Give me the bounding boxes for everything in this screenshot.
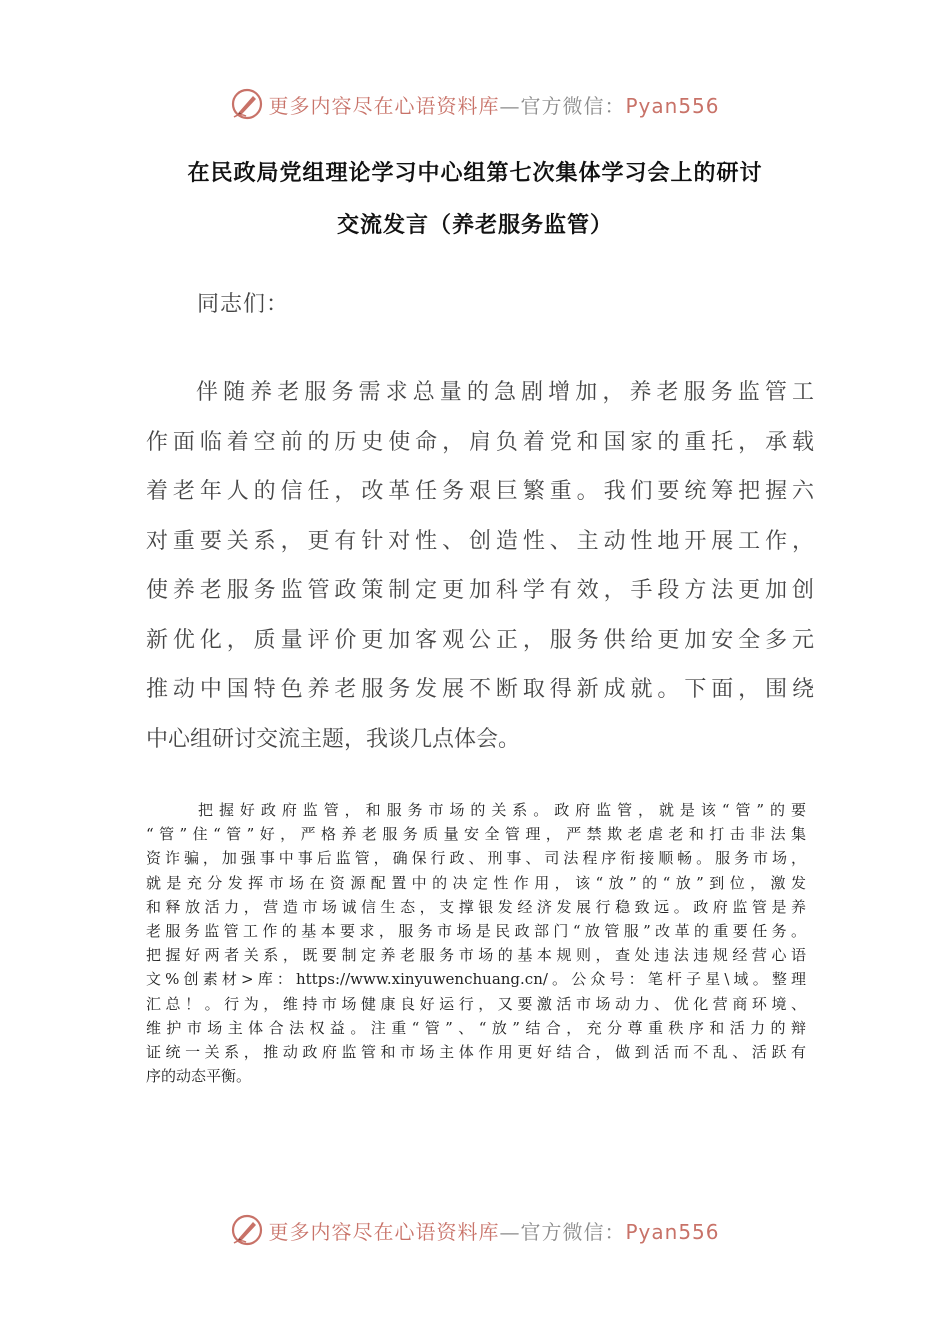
title-line-2: 交流发言（养老服务监管） [336, 213, 613, 238]
main-line: 着老年人的信任，改革任务艰巨繁重。我们要统筹把握六 [146, 479, 814, 504]
body-line: 序的动态平衡。 [146, 1067, 252, 1086]
header-banner [0, 84, 950, 124]
body-line: 汇总！。行为，维持市场健康良好运行，又要激活市场动力、优化营商环境、 [146, 994, 806, 1013]
body-line: 老服务监管工作的基本要求，服务市场是民政部门“放管服”改革的重要任务。 [146, 922, 806, 941]
footer-banner [0, 1210, 950, 1250]
title-line-1: 在民政局党组理论学习中心组第七次集体学习会上的研讨 [187, 161, 763, 186]
banner-site-name: 更多内容尽在心语资料库 [268, 93, 500, 118]
main-line: 对重要关系，更有针对性、创造性、主动性地开展工作， [146, 528, 814, 554]
body-line: 把握好政府监管，和服务市场的关系。政府监管，就是该“管”的要 [198, 801, 806, 819]
body-line: 资诈骗，加强事中事后监管，确保行政、刑事、司法程序衔接顺畅。服务市场， [146, 849, 806, 868]
main-line: 伴随养老服务需求总量的急剧增加，养老服务监管工 [196, 380, 814, 405]
main-line: 中心组研讨交流主题，我谈几点体会。 [146, 726, 521, 752]
banner-site-name: 更多内容尽在心语资料库 [268, 1219, 500, 1244]
pen-logo-icon [230, 87, 264, 121]
body-line: 把握好两者关系，既要制定养老服务市场的基本规则，查处违法违规经营心语 [146, 946, 806, 965]
banner-content [230, 87, 719, 121]
body-line: 证统一关系，推动政府监管和市场主体作用更好结合，做到活而不乱、活跃有 [146, 1043, 806, 1062]
banner-content [230, 1213, 719, 1247]
banner-dash: — [499, 1219, 521, 1244]
banner-dash: — [499, 93, 521, 118]
document-title [120, 148, 830, 252]
main-line: 新优化，质量评价更加客观公正，服务供给更加安全多元 [146, 627, 814, 653]
body-line: 和释放活力，营造市场诚信生态，支撑银发经济发展行稳致远。政府监管是养 [146, 897, 806, 916]
main-line: 使养老服务监管政策制定更加科学有效，手段方法更加创 [146, 578, 814, 603]
body-line: “管”住“管”好，严格养老服务质量安全管理，严禁欺老虐老和打击非法集 [146, 825, 806, 844]
body-line: 文%创素材>库：https://www.xinyuwenchuang.cn/。公众号：笔杆子星\域。整理 [146, 970, 806, 989]
body-line: 维护市场主体合法权益。注重“管”、“放”结合，充分尊重秩序和活力的辩 [146, 1018, 806, 1037]
main-paragraph [146, 368, 814, 764]
banner-wechat-handle: Pyan556 [625, 1219, 720, 1244]
greeting: 同志们： [197, 292, 290, 317]
pen-logo-icon [230, 1213, 264, 1247]
banner-wechat-handle: Pyan556 [625, 93, 720, 118]
body-paragraph [146, 798, 806, 1088]
banner-wechat-label: 官方微信： [520, 1219, 626, 1244]
main-line: 作面临着空前的历史使命，肩负着党和国家的重托，承载 [146, 429, 814, 455]
body-line: 就是充分发挥市场在资源配置中的决定性作用，该“放”的“放”到位，激发 [146, 873, 806, 892]
banner-wechat-label: 官方微信： [520, 93, 626, 118]
main-line: 推动中国特色养老服务发展不断取得新成就。下面，围绕 [146, 677, 814, 702]
